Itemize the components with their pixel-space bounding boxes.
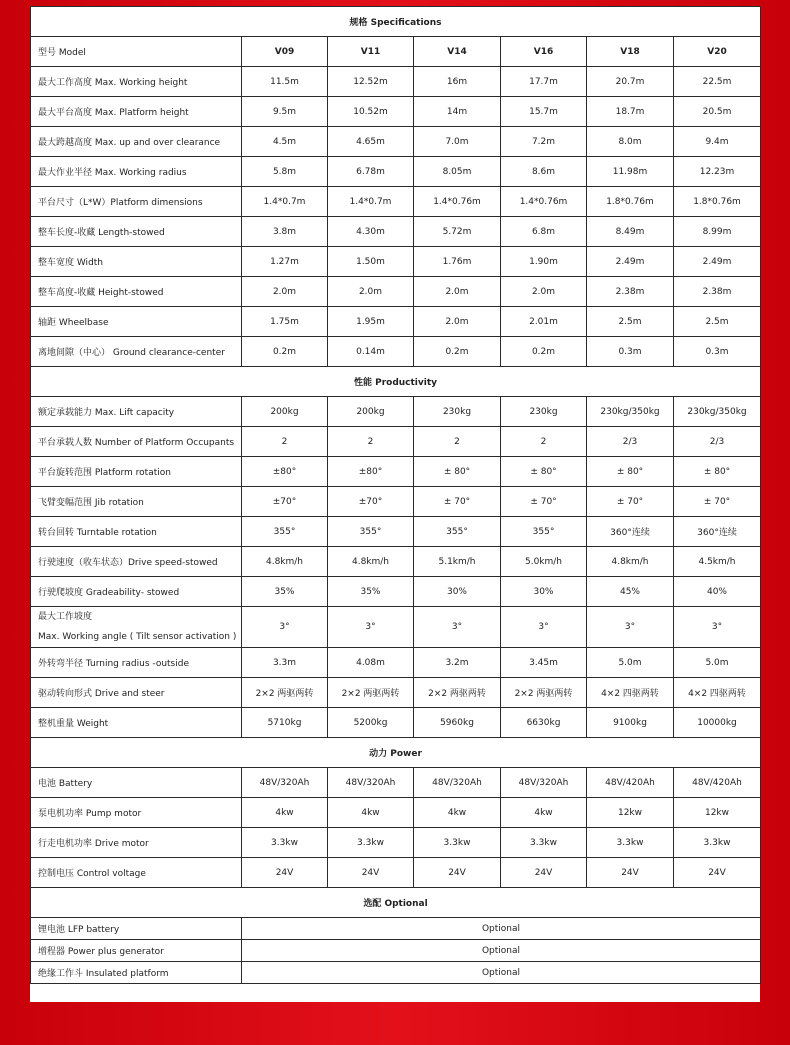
model-name: V16 — [501, 37, 587, 67]
section-specifications — [31, 7, 761, 37]
row-label: 转台回转 Turntable rotation — [31, 517, 242, 547]
cell-value: 2.5m — [674, 307, 761, 337]
cell-value: 230kg/350kg — [587, 397, 674, 427]
cell-value: 6.8m — [501, 217, 587, 247]
cell-value: 355° — [328, 517, 414, 547]
row-label: 绝缘工作斗 Insulated platform — [31, 962, 242, 984]
cell-value: 3.3kw — [414, 828, 501, 858]
cell-value: 12kw — [674, 798, 761, 828]
cell-value: 8.99m — [674, 217, 761, 247]
cell-value: 2.49m — [587, 247, 674, 277]
cell-value: ±70° — [242, 487, 328, 517]
row-label: 平台尺寸（L*W）Platform dimensions — [31, 187, 242, 217]
cell-value: 12.52m — [328, 67, 414, 97]
row-label: 额定承载能力 Max. Lift capacity — [31, 397, 242, 427]
spec-row — [31, 97, 761, 127]
cell-value: 200kg — [328, 397, 414, 427]
cell-value: 4×2 四驱两转 — [674, 678, 761, 708]
cell-value: 355° — [242, 517, 328, 547]
cell-value: 1.8*0.76m — [587, 187, 674, 217]
spec-table — [30, 6, 761, 984]
spec-row — [31, 768, 761, 798]
spec-sheet — [30, 6, 760, 1002]
model-name: V11 — [328, 37, 414, 67]
cell-value: 2 — [328, 427, 414, 457]
cell-value: 3.3kw — [242, 828, 328, 858]
cell-value: ± 80° — [501, 457, 587, 487]
cell-value: 24V — [501, 858, 587, 888]
row-label: 平台旋转范围 Platform rotation — [31, 457, 242, 487]
cell-value: 360°连续 — [674, 517, 761, 547]
cell-value: 0.14m — [328, 337, 414, 367]
cell-value: 48V/320Ah — [501, 768, 587, 798]
row-label: 外转弯半径 Turning radius -outside — [31, 648, 242, 678]
optional-value: Optional — [242, 918, 761, 940]
spec-row — [31, 828, 761, 858]
cell-value: 2.0m — [501, 277, 587, 307]
row-label: 整车高度-收藏 Height-stowed — [31, 277, 242, 307]
optional-row — [31, 962, 761, 984]
cell-value: 18.7m — [587, 97, 674, 127]
cell-value: 2 — [242, 427, 328, 457]
cell-value: 5.8m — [242, 157, 328, 187]
cell-value: 5.0m — [587, 648, 674, 678]
row-label: 增程器 Power plus generator — [31, 940, 242, 962]
cell-value: 5.0km/h — [501, 547, 587, 577]
row-label: 飞臂变幅范围 Jib rotation — [31, 487, 242, 517]
cell-value: 8.6m — [501, 157, 587, 187]
cell-value: 14m — [414, 97, 501, 127]
cell-value: 4.8km/h — [328, 547, 414, 577]
cell-value: 4kw — [501, 798, 587, 828]
row-label: 最大平台高度 Max. Platform height — [31, 97, 242, 127]
cell-value: 1.4*0.7m — [328, 187, 414, 217]
cell-value: 1.4*0.76m — [501, 187, 587, 217]
cell-value: ± 70° — [587, 487, 674, 517]
row-label — [31, 607, 242, 648]
cell-value: 5200kg — [328, 708, 414, 738]
row-label: 最大跨越高度 Max. up and over clearance — [31, 127, 242, 157]
spec-row — [31, 127, 761, 157]
cell-value: 24V — [414, 858, 501, 888]
spec-row — [31, 547, 761, 577]
cell-value: 30% — [414, 577, 501, 607]
cell-value: 2 — [501, 427, 587, 457]
cell-value: 17.7m — [501, 67, 587, 97]
spec-row — [31, 457, 761, 487]
cell-value: ± 70° — [501, 487, 587, 517]
cell-value: 0.2m — [501, 337, 587, 367]
cell-value: 4×2 四驱两转 — [587, 678, 674, 708]
row-label: 行走电机功率 Drive motor — [31, 828, 242, 858]
model-label: 型号 Model — [31, 37, 242, 67]
cell-value: 35% — [242, 577, 328, 607]
cell-value: 7.2m — [501, 127, 587, 157]
cell-value: 11.98m — [587, 157, 674, 187]
row-label: 轴距 Wheelbase — [31, 307, 242, 337]
cell-value: 24V — [587, 858, 674, 888]
cell-value: 2 — [414, 427, 501, 457]
cell-value: 2.38m — [674, 277, 761, 307]
cell-value: 35% — [328, 577, 414, 607]
spec-row — [31, 648, 761, 678]
row-label: 整车宽度 Width — [31, 247, 242, 277]
cell-value: 8.05m — [414, 157, 501, 187]
section-productivity-title: 性能 Productivity — [31, 367, 761, 397]
cell-value: 2.0m — [328, 277, 414, 307]
cell-value: 2×2 两驱两转 — [414, 678, 501, 708]
cell-value: 8.0m — [587, 127, 674, 157]
cell-value: 0.3m — [674, 337, 761, 367]
cell-value: 3° — [501, 607, 587, 648]
cell-value: 2/3 — [674, 427, 761, 457]
cell-value: 5.72m — [414, 217, 501, 247]
spec-row — [31, 678, 761, 708]
cell-value: 355° — [501, 517, 587, 547]
section-optional-title: 选配 Optional — [31, 888, 761, 918]
spec-row — [31, 247, 761, 277]
cell-value: 11.5m — [242, 67, 328, 97]
cell-value: 48V/320Ah — [242, 768, 328, 798]
cell-value: 9100kg — [587, 708, 674, 738]
row-label: 最大作业半径 Max. Working radius — [31, 157, 242, 187]
cell-value: 24V — [242, 858, 328, 888]
cell-value: 2.0m — [414, 307, 501, 337]
cell-value: 4.65m — [328, 127, 414, 157]
cell-value: 8.49m — [587, 217, 674, 247]
cell-value: 4.5m — [242, 127, 328, 157]
spec-row — [31, 217, 761, 247]
cell-value: 4.8km/h — [587, 547, 674, 577]
cell-value: 4kw — [414, 798, 501, 828]
spec-row — [31, 798, 761, 828]
spec-row — [31, 577, 761, 607]
row-label: 离地间隙（中心） Ground clearance-center — [31, 337, 242, 367]
cell-value: ±80° — [328, 457, 414, 487]
spec-row — [31, 858, 761, 888]
cell-value: ± 70° — [674, 487, 761, 517]
cell-value: 230kg — [501, 397, 587, 427]
cell-value: 1.4*0.7m — [242, 187, 328, 217]
cell-value: 4.30m — [328, 217, 414, 247]
cell-value: 6.78m — [328, 157, 414, 187]
cell-value: 3.3m — [242, 648, 328, 678]
cell-value: 3° — [587, 607, 674, 648]
cell-value: 20.5m — [674, 97, 761, 127]
cell-value: 1.90m — [501, 247, 587, 277]
row-label-line2: Max. Working angle ( Tilt sensor activation ) — [38, 632, 237, 642]
cell-value: 4.08m — [328, 648, 414, 678]
spec-row — [31, 187, 761, 217]
cell-value: 3° — [242, 607, 328, 648]
optional-row — [31, 940, 761, 962]
cell-value: 30% — [501, 577, 587, 607]
row-label: 整机重量 Weight — [31, 708, 242, 738]
cell-value: 48V/320Ah — [328, 768, 414, 798]
cell-value: 4.5km/h — [674, 547, 761, 577]
spec-row — [31, 277, 761, 307]
cell-value: 0.2m — [414, 337, 501, 367]
cell-value: 3.3kw — [674, 828, 761, 858]
model-name: V20 — [674, 37, 761, 67]
cell-value: 9.4m — [674, 127, 761, 157]
row-label: 最大工作高度 Max. Working height — [31, 67, 242, 97]
spec-row — [31, 67, 761, 97]
cell-value: ± 70° — [414, 487, 501, 517]
model-name: V18 — [587, 37, 674, 67]
cell-value: ±70° — [328, 487, 414, 517]
cell-value: 3° — [328, 607, 414, 648]
model-name: V09 — [242, 37, 328, 67]
cell-value: 45% — [587, 577, 674, 607]
spec-row — [31, 397, 761, 427]
spec-row — [31, 307, 761, 337]
cell-value: 2/3 — [587, 427, 674, 457]
cell-value: ± 80° — [674, 457, 761, 487]
row-label: 电池 Battery — [31, 768, 242, 798]
cell-value: 2.38m — [587, 277, 674, 307]
cell-value: 3° — [414, 607, 501, 648]
cell-value: 48V/320Ah — [414, 768, 501, 798]
row-label: 平台承载人数 Number of Platform Occupants — [31, 427, 242, 457]
cell-value: 22.5m — [674, 67, 761, 97]
cell-value: 1.95m — [328, 307, 414, 337]
cell-value: 5.0m — [674, 648, 761, 678]
cell-value: 1.4*0.76m — [414, 187, 501, 217]
optional-value: Optional — [242, 962, 761, 984]
cell-value: ± 80° — [587, 457, 674, 487]
cell-value: 2×2 两驱两转 — [242, 678, 328, 708]
cell-value: 3.45m — [501, 648, 587, 678]
cell-value: 12.23m — [674, 157, 761, 187]
cell-value: 230kg/350kg — [674, 397, 761, 427]
cell-value: 3.8m — [242, 217, 328, 247]
cell-value: 16m — [414, 67, 501, 97]
cell-value: 5960kg — [414, 708, 501, 738]
cell-value: 360°连续 — [587, 517, 674, 547]
spec-row — [31, 487, 761, 517]
cell-value: 15.7m — [501, 97, 587, 127]
section-power-title: 动力 Power — [31, 738, 761, 768]
cell-value: 2.01m — [501, 307, 587, 337]
cell-value: ±80° — [242, 457, 328, 487]
cell-value: 3° — [674, 607, 761, 648]
cell-value: 3.3kw — [587, 828, 674, 858]
cell-value: 2.5m — [587, 307, 674, 337]
cell-value: 2.49m — [674, 247, 761, 277]
row-label: 行驶爬坡度 Gradeability- stowed — [31, 577, 242, 607]
cell-value: 3.3kw — [328, 828, 414, 858]
cell-value: 230kg — [414, 397, 501, 427]
row-label: 锂电池 LFP battery — [31, 918, 242, 940]
row-label: 控制电压 Control voltage — [31, 858, 242, 888]
section-power — [31, 738, 761, 768]
row-label: 驱动转向形式 Drive and steer — [31, 678, 242, 708]
row-label-line1: 最大工作坡度 — [38, 612, 93, 622]
cell-value: 4kw — [328, 798, 414, 828]
cell-value: 1.27m — [242, 247, 328, 277]
cell-value: 20.7m — [587, 67, 674, 97]
cell-value: 5.1km/h — [414, 547, 501, 577]
cell-value: 48V/420Ah — [587, 768, 674, 798]
cell-value: 2.0m — [414, 277, 501, 307]
cell-value: 7.0m — [414, 127, 501, 157]
row-label: 行驶速度（收车状态）Drive speed-stowed — [31, 547, 242, 577]
spec-row — [31, 607, 761, 648]
cell-value: 1.75m — [242, 307, 328, 337]
cell-value: 24V — [674, 858, 761, 888]
cell-value: 0.3m — [587, 337, 674, 367]
cell-value: 48V/420Ah — [674, 768, 761, 798]
model-name: V14 — [414, 37, 501, 67]
section-specifications-title: 规格 Specifications — [31, 7, 761, 37]
section-productivity — [31, 367, 761, 397]
cell-value: 40% — [674, 577, 761, 607]
model-header-row — [31, 37, 761, 67]
cell-value: 5710kg — [242, 708, 328, 738]
cell-value: 9.5m — [242, 97, 328, 127]
cell-value: ± 80° — [414, 457, 501, 487]
cell-value: 3.3kw — [501, 828, 587, 858]
cell-value: 12kw — [587, 798, 674, 828]
cell-value: 2×2 两驱两转 — [328, 678, 414, 708]
cell-value: 10000kg — [674, 708, 761, 738]
cell-value: 1.76m — [414, 247, 501, 277]
spec-row — [31, 517, 761, 547]
cell-value: 4.8km/h — [242, 547, 328, 577]
cell-value: 4kw — [242, 798, 328, 828]
section-optional — [31, 888, 761, 918]
cell-value: 200kg — [242, 397, 328, 427]
cell-value: 6630kg — [501, 708, 587, 738]
cell-value: 2×2 两驱两转 — [501, 678, 587, 708]
optional-row — [31, 918, 761, 940]
cell-value: 10.52m — [328, 97, 414, 127]
spec-row — [31, 427, 761, 457]
row-label: 整车长度-收藏 Length-stowed — [31, 217, 242, 247]
spec-row — [31, 157, 761, 187]
cell-value: 1.50m — [328, 247, 414, 277]
cell-value: 0.2m — [242, 337, 328, 367]
cell-value: 24V — [328, 858, 414, 888]
row-label: 泵电机功率 Pump motor — [31, 798, 242, 828]
spec-row — [31, 708, 761, 738]
cell-value: 3.2m — [414, 648, 501, 678]
spec-row — [31, 337, 761, 367]
cell-value: 355° — [414, 517, 501, 547]
cell-value: 2.0m — [242, 277, 328, 307]
optional-value: Optional — [242, 940, 761, 962]
cell-value: 1.8*0.76m — [674, 187, 761, 217]
